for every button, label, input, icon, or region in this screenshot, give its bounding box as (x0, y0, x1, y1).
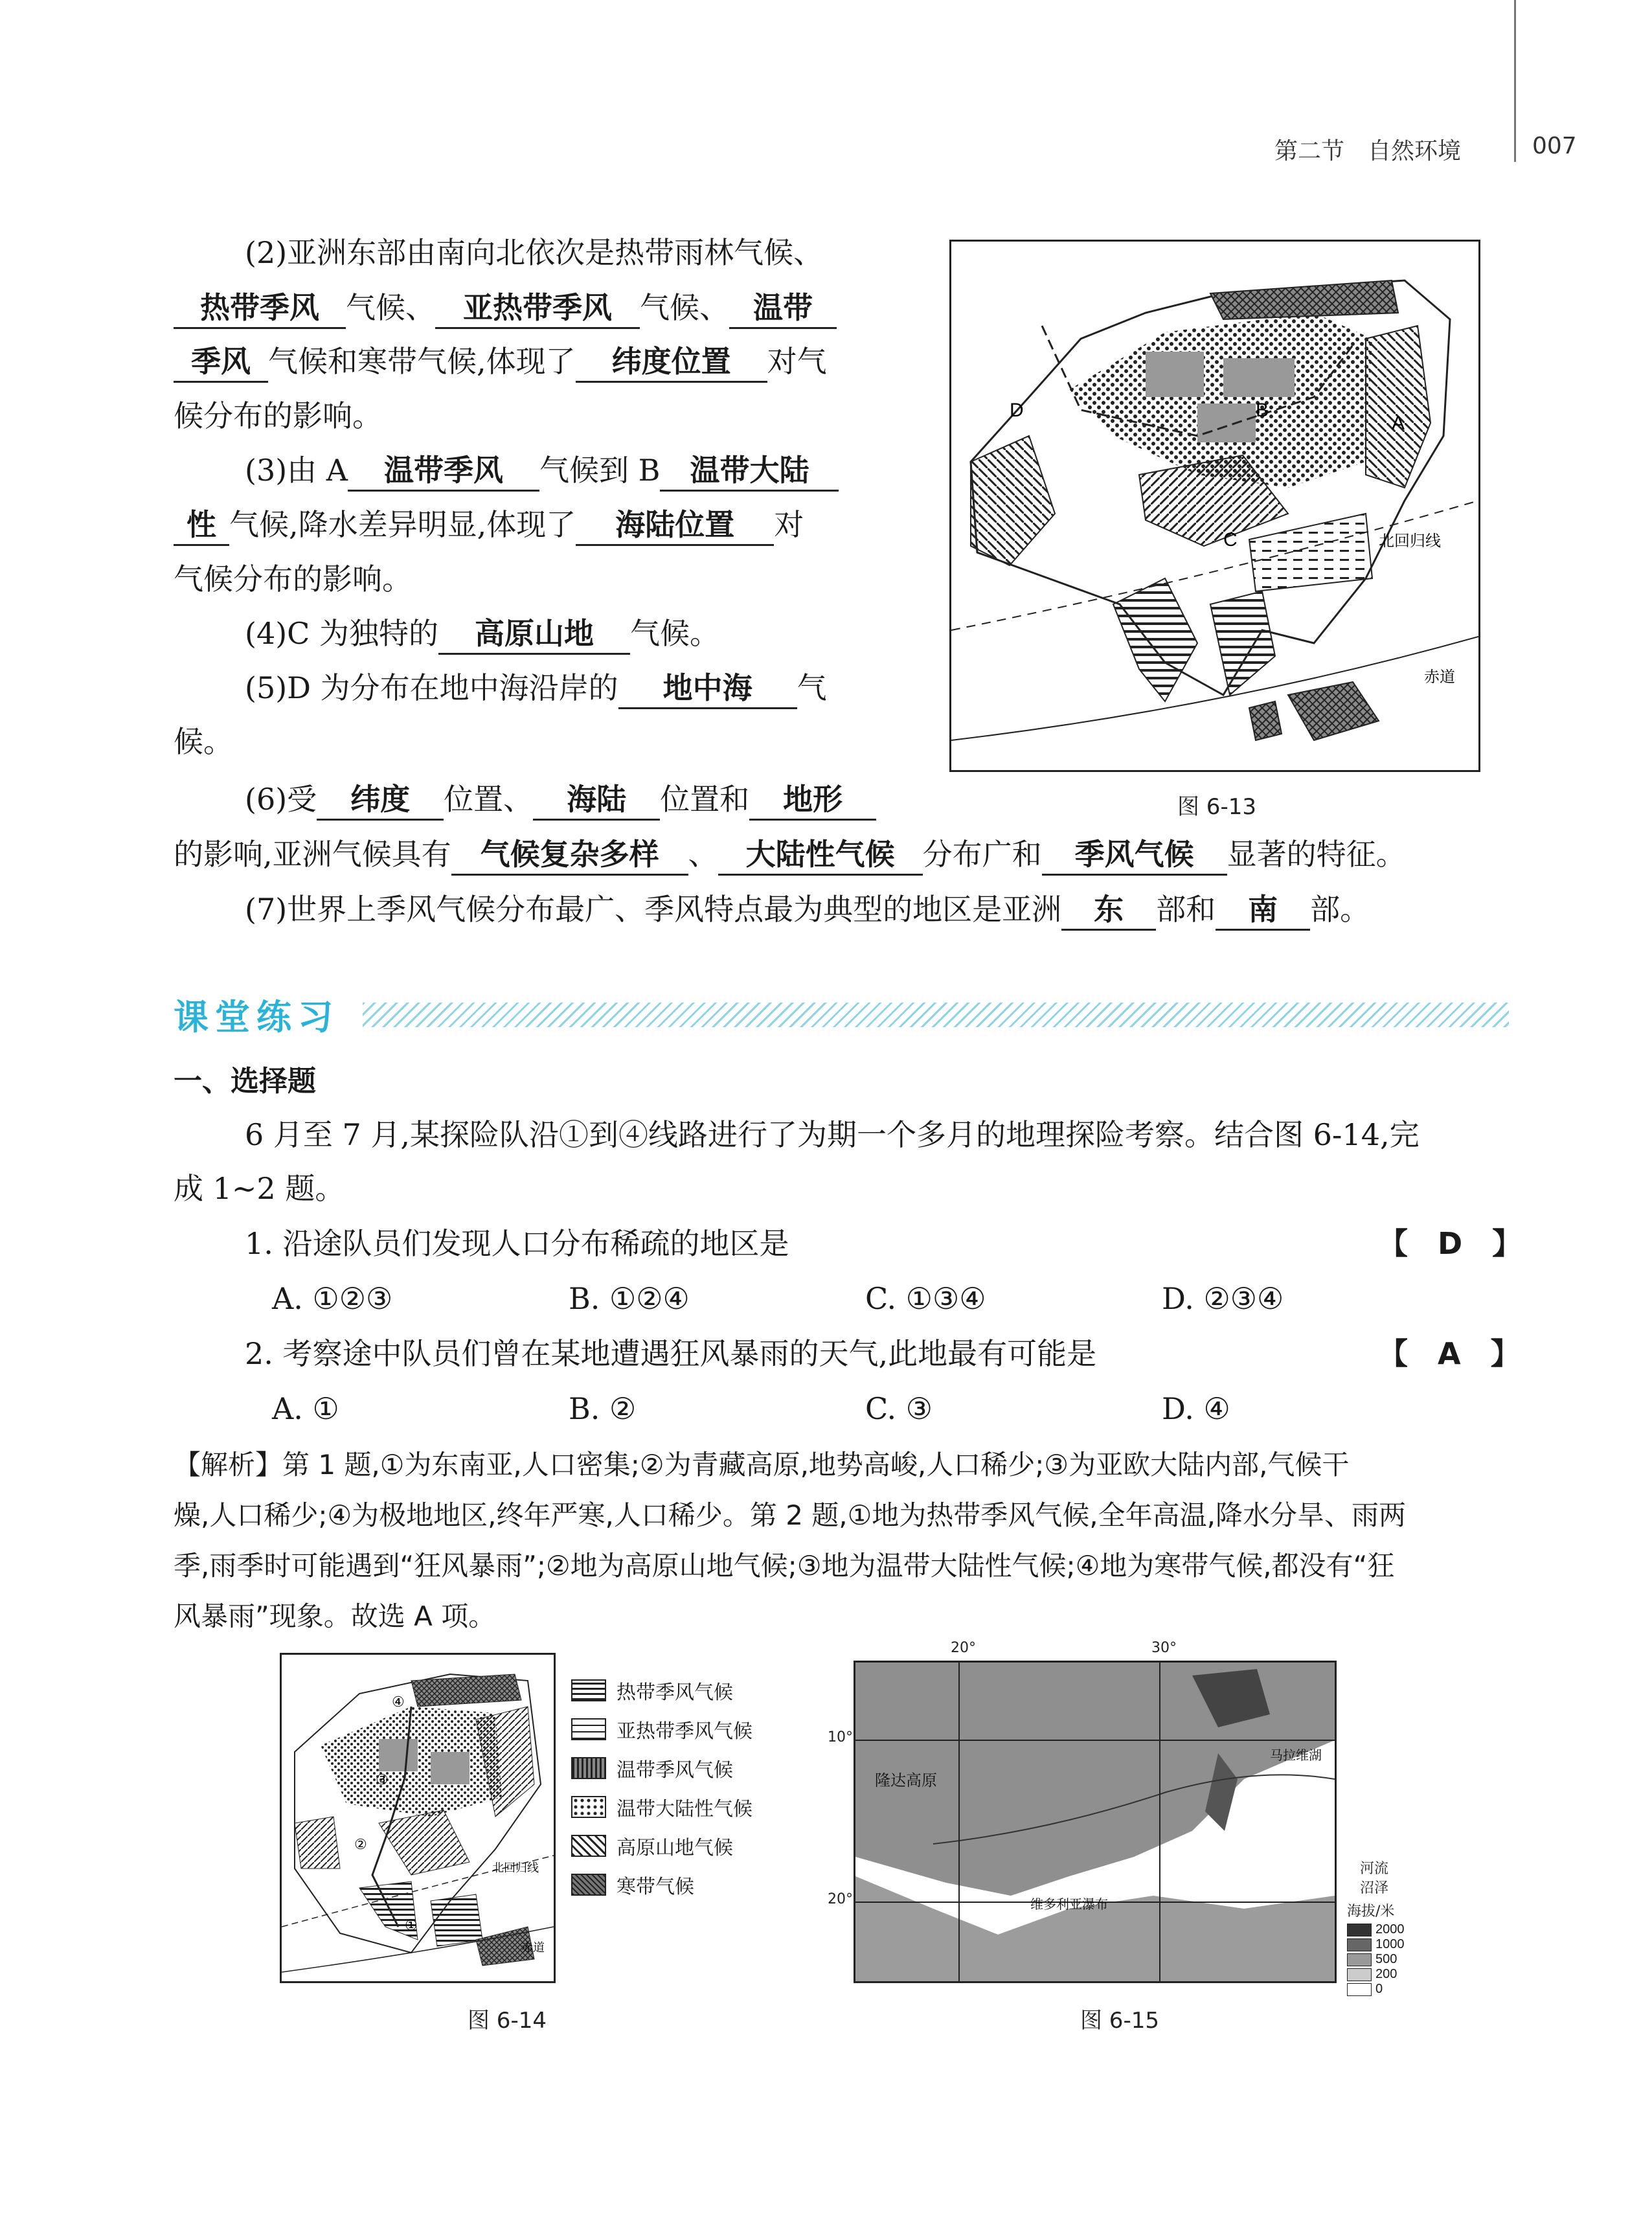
answer-blank: 大陆性气候 (718, 835, 923, 876)
q2-line3 (174, 342, 827, 383)
q4-line (245, 614, 719, 655)
legend-swatch (571, 1718, 606, 1740)
q2-line4 (174, 396, 382, 435)
q4-text1: (4)C 为独特的 (245, 616, 438, 651)
route-label-4: ④ (392, 1694, 405, 1710)
figure-6-14-map (280, 1653, 556, 1983)
header-divider (1514, 0, 1516, 162)
q2-stem: 2. 考察途中队员们曾在某地遭遇狂风暴雨的天气,此地最有可能是 (245, 1336, 1097, 1371)
figure-6-14-caption: 图 6-14 (468, 2008, 547, 2034)
part1-heading: 一、选择题 (174, 1065, 316, 1098)
q1-option-d[interactable]: D. ②③④ (1162, 1281, 1284, 1316)
q3-line2 (174, 505, 804, 546)
q2-text4: 气候和寒带气候,体现了 (268, 344, 576, 379)
legend-item (571, 1832, 733, 1860)
q5-text1: (5)D 为分布在地中海沿岸的 (245, 670, 618, 705)
legend-swatch (571, 1835, 606, 1857)
legend-river: 河流 (1360, 1861, 1389, 1877)
q7-line (245, 890, 1370, 931)
analysis-line2: 燥,人口稀少;④为极地地区,终年严寒,人口稀少。第 2 题,①地为热带季风气候,全年高温,降水分旱、雨两 (174, 1499, 1406, 1531)
map-label-c: C (1223, 529, 1238, 551)
legend-swamp: 沼泽 (1360, 1880, 1389, 1896)
legend-elevation-title: 海拔/米 (1347, 1903, 1395, 1920)
intro-line2: 成 1~2 题。 (174, 1171, 345, 1206)
elevation-label: 0 (1375, 1982, 1383, 1996)
answer-blank: 纬度位置 (576, 342, 767, 383)
legend-label: 温带季风气候 (617, 1759, 733, 1782)
q2-option-b[interactable]: B. ② (569, 1391, 637, 1426)
header-section: 第二节 自然环境 (1274, 138, 1462, 165)
q7-text1: (7)世界上季风气候分布最广、季风特点最为典型的地区是亚洲 (245, 892, 1062, 927)
q4-text2: 气候。 (629, 616, 719, 651)
elevation-label: 500 (1375, 1952, 1397, 1966)
figure-6-13-map (949, 240, 1480, 772)
q3-line3 (174, 560, 412, 598)
answer-blank: 高原山地 (438, 614, 630, 655)
q2-text6: 候分布的影响。 (174, 398, 382, 433)
map-6-13-drawing (951, 242, 1478, 770)
map-label-a: A (1392, 413, 1405, 434)
legend-swatch (571, 1679, 606, 1701)
q5-text3: 候。 (174, 724, 233, 759)
legend-label: 温带大陆性气候 (617, 1798, 752, 1821)
q2-line2 (174, 288, 837, 329)
legend-item (571, 1870, 694, 1899)
route-label-2: ② (354, 1837, 367, 1853)
q6-text2: 位置、 (444, 782, 534, 817)
q1-option-c[interactable]: C. ①③④ (865, 1281, 986, 1316)
practice-title: 课堂练习 (174, 997, 339, 1038)
figure-6-15-map (854, 1661, 1337, 1983)
q6-text6: 分布广和 (922, 837, 1042, 872)
q7-text2: 部和 (1156, 892, 1216, 927)
page-number: 007 (1532, 133, 1577, 159)
q1-stem: 1. 沿途队员们发现人口分布稀疏的地区是 (245, 1226, 789, 1261)
answer-blank: 海陆 (533, 780, 660, 821)
q6-text5: 、 (688, 837, 718, 872)
q7-text3: 部。 (1310, 892, 1370, 927)
answer-blank: 东 (1061, 890, 1156, 931)
q2-answer: 【 A 】 (1378, 1336, 1521, 1371)
q2-line1 (245, 233, 823, 272)
answer-blank: 海陆位置 (576, 505, 774, 546)
q5-text2: 气 (797, 670, 827, 705)
answer-blank: 季风 (174, 342, 268, 383)
analysis-line4: 风暴雨”现象。故选 A 项。 (174, 1600, 496, 1632)
q2-option-c[interactable]: C. ③ (865, 1391, 933, 1426)
q6-text4: 的影响,亚洲气候具有 (174, 837, 451, 872)
answer-blank: 热带季风 (174, 288, 346, 329)
q2-text1: (2)亚洲东部由南向北依次是热带雨林气候、 (245, 235, 824, 270)
map-place-victoria-falls: 维多利亚瀑布 (1030, 1896, 1108, 1912)
legend-item (571, 1715, 752, 1743)
legend-label: 寒带气候 (617, 1876, 694, 1898)
answer-blank: 亚热带季风 (435, 288, 640, 329)
lon-label-20 (949, 1663, 970, 1664)
answer-blank: 地中海 (618, 668, 797, 709)
elevation-label: 2000 (1375, 1922, 1405, 1936)
q3-text5: 气候分布的影响。 (174, 562, 412, 596)
map-label-equator: 赤道 (1424, 668, 1455, 686)
answer-blank: 气候复杂多样 (451, 835, 688, 876)
q6-line1 (245, 780, 876, 821)
elevation-label: 1000 (1375, 1937, 1405, 1951)
map-6-14-drawing (282, 1655, 554, 1981)
q5-line2 (174, 722, 233, 761)
answer-blank: 温带大陆 (660, 451, 839, 492)
answer-blank: 南 (1216, 890, 1310, 931)
elevation-label: 200 (1375, 1967, 1397, 1981)
q2-option-a[interactable]: A. ① (272, 1391, 339, 1426)
q3-text2: 气候到 B (539, 453, 661, 488)
map-6-15-drawing (855, 1663, 1335, 1981)
practice-title-decoration (363, 1003, 1509, 1027)
q6-text7: 显著的特征。 (1227, 837, 1406, 872)
analysis-line1: 【解析】第 1 题,①为东南亚,人口密集;②为青藏高原,地势高峻,人口稀少;③为亚欧大陆内部,气候干 (174, 1449, 1350, 1481)
q3-text4: 对 (774, 507, 804, 542)
map-label-d: D (1010, 400, 1024, 421)
q3-text3: 气候,降水差异明显,体现了 (229, 507, 576, 542)
route-label-3: ③ (376, 1772, 389, 1788)
analysis-line3: 季,雨季时可能遇到“狂风暴雨”;②地为高原山地气候;③地为温带大陆性气候;④地为寒带气候,都没有“狂 (174, 1550, 1395, 1582)
answer-blank: 温带 (729, 288, 837, 329)
map-place-malawi: 马拉维湖 (1270, 1747, 1322, 1763)
q1-answer: 【 D 】 (1378, 1226, 1522, 1261)
legend-swatch (571, 1757, 606, 1779)
map-label-tropic: 北回归线 (1379, 532, 1441, 550)
q2-text2: 气候、 (346, 290, 435, 325)
map-label-b: B (1256, 400, 1269, 421)
legend-swatch (571, 1874, 606, 1896)
lon-20-label: 20° (951, 1640, 976, 1656)
q6-line2 (174, 835, 1406, 876)
legend-item (571, 1754, 733, 1782)
q2-text3: 气候、 (640, 290, 729, 325)
lat-10-label: 10° (828, 1729, 853, 1745)
legend-item (571, 1676, 733, 1705)
q3-line1 (245, 451, 839, 492)
answer-blank: 季风气候 (1042, 835, 1227, 876)
q5-line1 (245, 668, 827, 709)
route-label-1: ① (405, 1918, 418, 1934)
map-place-lunda: 隆达高原 (875, 1771, 937, 1789)
lat-20-label: 20° (828, 1891, 853, 1907)
legend-label: 亚热带季风气候 (617, 1720, 752, 1743)
legend-swatch (571, 1796, 606, 1818)
q6-text1: (6)受 (245, 782, 317, 817)
elevation-legend (1347, 1922, 1405, 1997)
legend-label: 热带季风气候 (617, 1681, 733, 1704)
answer-blank: 性 (174, 505, 229, 546)
q2-text5: 对气 (767, 344, 827, 379)
answer-blank: 地形 (749, 780, 876, 821)
figure-6-13-caption: 图 6-13 (1177, 794, 1256, 820)
intro-line1: 6 月至 7 月,某探险队沿①到④线路进行了为期一个多月的地理探险考察。结合图 6-14,完 (245, 1117, 1420, 1152)
legend-item (571, 1793, 752, 1821)
q1-option-a[interactable]: A. ①②③ (272, 1281, 393, 1316)
q2-option-d[interactable]: D. ④ (1162, 1391, 1230, 1426)
q3-text1: (3)由 A (245, 453, 348, 488)
map-614-equator: 赤道 (521, 1941, 545, 1955)
map-614-tropic: 北回归线 (492, 1861, 539, 1875)
lon-30-label: 30° (1151, 1640, 1177, 1656)
figure-6-15-caption: 图 6-15 (1080, 2008, 1159, 2034)
q1-option-b[interactable]: B. ①②④ (569, 1281, 690, 1316)
legend-label: 高原山地气候 (617, 1837, 733, 1859)
answer-blank: 温带季风 (348, 451, 539, 492)
q6-text3: 位置和 (660, 782, 750, 817)
answer-blank: 纬度 (317, 780, 444, 821)
